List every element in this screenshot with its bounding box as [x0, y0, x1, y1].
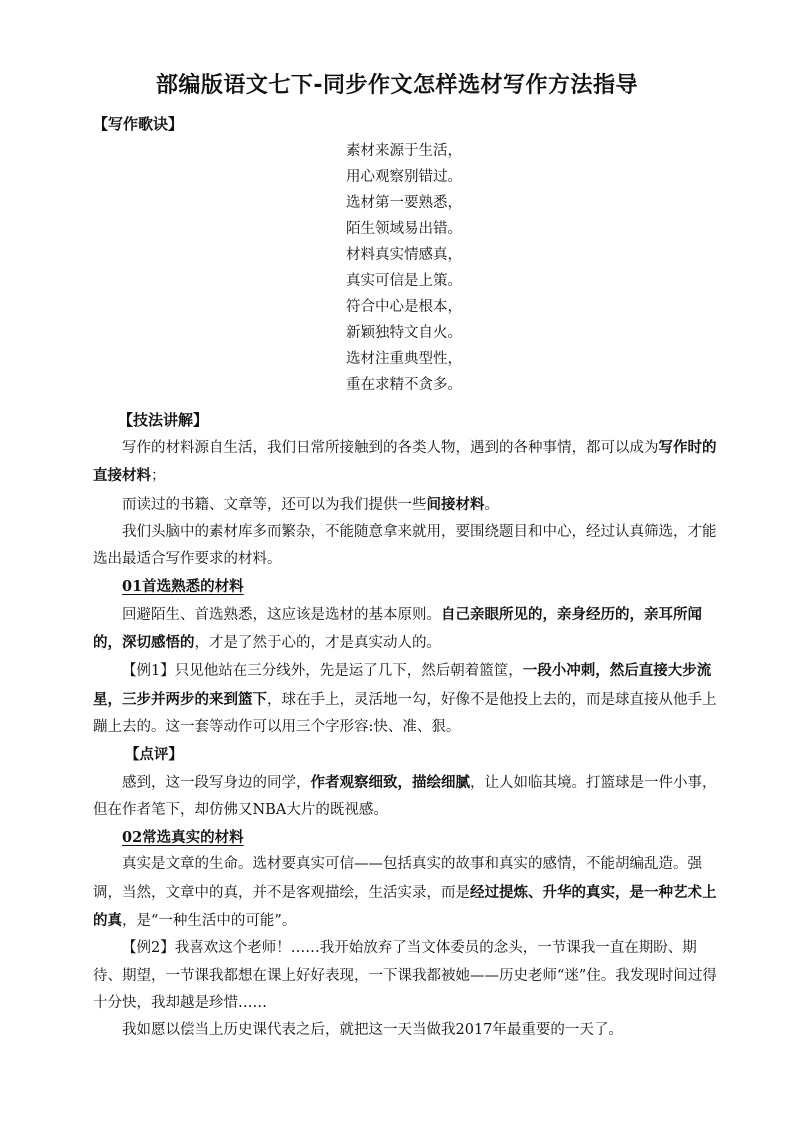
page-title: 部编版语文七下-同步作文怎样选材写作方法指导 [155, 73, 639, 98]
writing-rhyme-poem [346, 138, 462, 398]
paragraph: 我如愿以偿当上历史课代表之后，就把这一天当做我2017年最重要的一天了。 [122, 1022, 623, 1039]
subheading-familiar-material: 01首选熟悉的材料 [122, 578, 244, 596]
poem-line: 新颖独特文自火。 [346, 325, 462, 341]
example-paragraph: 【例1】只见他站在三分线外，先是运了几下，然后朝着篮筐，一段小冲刺，然后直接大步流星，三步并两步的来到篮下，球在手上，灵活地一勾，好像不是他投上去的，而是球直接从他手上蹦上去的。这一套等动作可以用三个字形容:快、准、狠。 [93, 662, 717, 735]
poem-line: 符合中心是根本， [346, 299, 462, 315]
subheading-real-material: 02常选真实的材料 [122, 829, 244, 847]
paragraph: 而读过的书籍、文章等，还可以为我们提供一些间接材料。 [122, 495, 499, 513]
paragraph: 感到，这一段写身边的同学，作者观察细致，描绘细腻，让人如临其境。打篮球是一件小事，但在作者笔下，却仿佛又NBA大片的既视感。 [93, 773, 717, 818]
poem-line: 素材来源于生活， [346, 143, 462, 159]
poem-line: 选材第一要熟悉， [346, 195, 462, 211]
paragraph: 我们头脑中的素材库多而繁杂，不能随意拿来就用，要围绕题目和中心，经过认真筛选，才能选出最适合写作要求的材料。 [93, 523, 717, 568]
poem-line: 重在求精不贪多。 [346, 377, 462, 393]
section-label-technique: 【技法讲解】 [118, 411, 209, 429]
article-body [93, 434, 718, 1045]
paragraph: 写作的材料源自生活，我们日常所接触到的各类人物，遇到的各种事情，都可以成为写作时的直接材料； [93, 439, 717, 485]
poem-line: 真实可信是上策。 [346, 273, 462, 289]
poem-line: 用心观察别错过。 [346, 169, 462, 185]
poem-line: 选材注重典型性， [346, 351, 462, 367]
example-paragraph: 【例2】我喜欢这个老师！……我开始放弃了当文体委员的念头，一节课我一直在期盼、期待、期望，一节课我都想在课上好好表现，一下课我都被她——历史老师“迷”住。我发现时间过得十分快，我却越是珍惜…… [93, 940, 717, 1011]
section-label-writing-rhyme: 【写作歌诀】 [93, 115, 184, 133]
poem-line: 材料真实情感真， [346, 247, 462, 263]
comment-label: 【点评】 [124, 746, 183, 764]
paragraph: 真实是文章的生命。选材要真实可信——包括真实的故事和真实的感情，不能胡编乱造。强调，当然，文章中的真，并不是客观描绘，生活实录，而是经过提炼、升华的真实，是一种艺术上的真，是“一种生活中的可能”。 [93, 856, 717, 930]
poem-line: 陌生领域易出错。 [346, 221, 462, 237]
paragraph: 回避陌生、首选熟悉，这应该是选材的基本原则。自己亲眼所见的，亲身经历的，亲耳所闻的，深切感悟的，才是了然于心的，才是真实动人的。 [93, 605, 702, 652]
